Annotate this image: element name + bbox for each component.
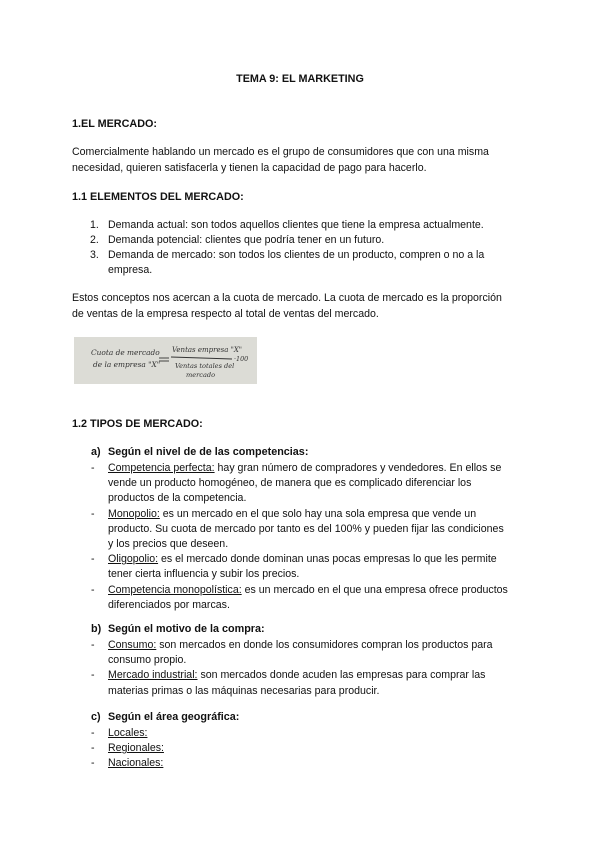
subsection-letter: c) xyxy=(91,711,101,723)
list-item: - Consumo: son mercados en donde los consumidores compran los productos para consumo propio. xyxy=(91,638,511,668)
text-line: tener cierta influencia y subir los precios. xyxy=(108,568,300,581)
term: Nacionales: xyxy=(108,757,164,770)
list-item: - Nacionales: xyxy=(91,757,164,770)
list-item: - Oligopolio: es el mercado donde dominan unas pocas empresas lo que les permite tener cierta influencia y subir los precios. xyxy=(91,552,511,582)
list-item: - Competencia perfecta: hay gran número de compradores y vendedores. En ellos se vende un producto homogéneo, de manera que es complicado diferenciar los productos de la competencia. xyxy=(91,461,511,507)
text-line: hay gran número de compradores y vendedores. En ellos se xyxy=(214,462,502,474)
text-line: diferenciados por marcas. xyxy=(108,598,230,611)
text-line: vende un producto homogéneo, de manera que es complicado diferenciar los xyxy=(108,477,472,490)
subsection-title: Según el nivel de de las competencias: xyxy=(108,446,309,458)
list-item xyxy=(72,218,512,233)
text-line: y los precios que deseen. xyxy=(108,538,229,551)
text-line: producto. Su cuota de mercado por tanto es del 100% y pueden fijar las condiciones xyxy=(108,522,504,535)
subsection-competencias xyxy=(91,446,308,458)
section-heading-tipos: 1.2 TIPOS DE MERCADO: xyxy=(72,418,203,430)
text-line: materias primas o las máquinas necesarias para producir. xyxy=(108,684,380,697)
formula-multiplier: ·100 xyxy=(234,355,249,363)
formula-denominator-bottom: mercado xyxy=(186,371,216,379)
subsection-title: Según el área geográfica: xyxy=(108,711,240,723)
formula-drawing xyxy=(74,337,257,384)
term: Locales: xyxy=(108,727,148,739)
area-geografica-list xyxy=(91,726,511,772)
list-item: - Competencia monopolística: es un mercado en el que una empresa ofrece productos diferenciados por marcas. xyxy=(91,583,511,613)
text-line: necesidad, quieren satisfacerla y tienen la capacidad de pago para hacerlo. xyxy=(72,161,427,174)
text-line: productos de la competencia. xyxy=(108,492,247,505)
text-line: es un mercado en el que solo hay una sola empresa que vende un xyxy=(159,507,477,520)
item-number: 2. xyxy=(90,234,99,246)
text-line: de ventas de la empresa respecto al total de ventas del mercado. xyxy=(72,307,379,320)
section-heading-elementos: 1.1 ELEMENTOS DEL MERCADO: xyxy=(72,191,244,203)
list-item: - Mercado industrial: son mercados donde acuden las empresas para comprar las materias primas o las máquinas necesarias para producir. xyxy=(91,668,511,698)
list-item xyxy=(72,233,512,248)
text-line: Demanda de mercado: son todos los clientes de un producto, compren o no a la xyxy=(108,249,485,261)
subsection-title: Según el motivo de la compra: xyxy=(108,623,265,635)
text-line: Estos conceptos nos acercan a la cuota de mercado. La cuota de mercado es la proporción xyxy=(72,292,502,304)
term: Regionales: xyxy=(108,742,164,755)
term: Monopolio: xyxy=(108,507,160,520)
text-line: es el mercado donde dominan unas pocas empresas lo que les permite xyxy=(158,553,497,566)
formula-numerator: Ventas empresa "X" xyxy=(172,346,243,354)
list-item: - Monopolio: es un mercado en el que solo hay una sola empresa que vende un producto. Su cuota de mercado por tanto es del 100% y pueden fijar las condiciones y los precios que deseen. xyxy=(91,507,511,553)
formula-left-bottom: de la empresa "X" xyxy=(93,360,161,369)
text-line: consumo propio. xyxy=(108,654,187,667)
mercado-definition xyxy=(72,145,532,176)
subsection-letter: b) xyxy=(91,623,102,635)
term: Competencia monopolística: xyxy=(108,583,242,596)
item-number: 3. xyxy=(90,249,99,261)
text-line: Demanda potencial: clientes que podría tener en un futuro. xyxy=(108,234,385,246)
document-title: TEMA 9: EL MARKETING xyxy=(236,73,364,85)
text-line: Comercialmente hablando un mercado es el grupo de consumidores que con una misma xyxy=(72,146,489,158)
term: Oligopolio: xyxy=(108,553,159,566)
subsection-area-geografica xyxy=(91,711,239,723)
term: Mercado industrial: xyxy=(108,669,198,682)
elementos-list xyxy=(72,218,512,278)
formula-denominator-top: Ventas totales del xyxy=(175,362,235,370)
list-item: - Locales: xyxy=(91,727,148,739)
subsection-motivo-compra xyxy=(91,623,265,635)
text-line: Demanda actual: son todos aquellos clientes que tiene la empresa actualmente. xyxy=(108,219,484,231)
formula-left-top: Cuota de mercado xyxy=(91,348,160,357)
item-number: 1. xyxy=(90,219,99,231)
cuota-paragraph xyxy=(72,291,532,322)
text-line: es un mercado en el que una empresa ofrece productos xyxy=(241,583,508,596)
list-item: - Regionales: xyxy=(91,742,164,755)
text-line: son mercados en donde los consumidores compran los productos para xyxy=(156,639,493,651)
term: Consumo: xyxy=(108,639,157,651)
term: Competencia perfecta: xyxy=(108,462,215,474)
motivo-compra-list xyxy=(91,638,511,699)
subsection-letter: a) xyxy=(91,446,101,458)
section-heading-mercado: 1.EL MERCADO: xyxy=(72,118,157,130)
competencias-list xyxy=(91,461,511,613)
text-line: son mercados donde acuden las empresas para comprar las xyxy=(197,669,486,682)
handwritten-formula-image xyxy=(74,337,257,384)
text-line: empresa. xyxy=(108,264,153,276)
list-item xyxy=(72,248,512,278)
